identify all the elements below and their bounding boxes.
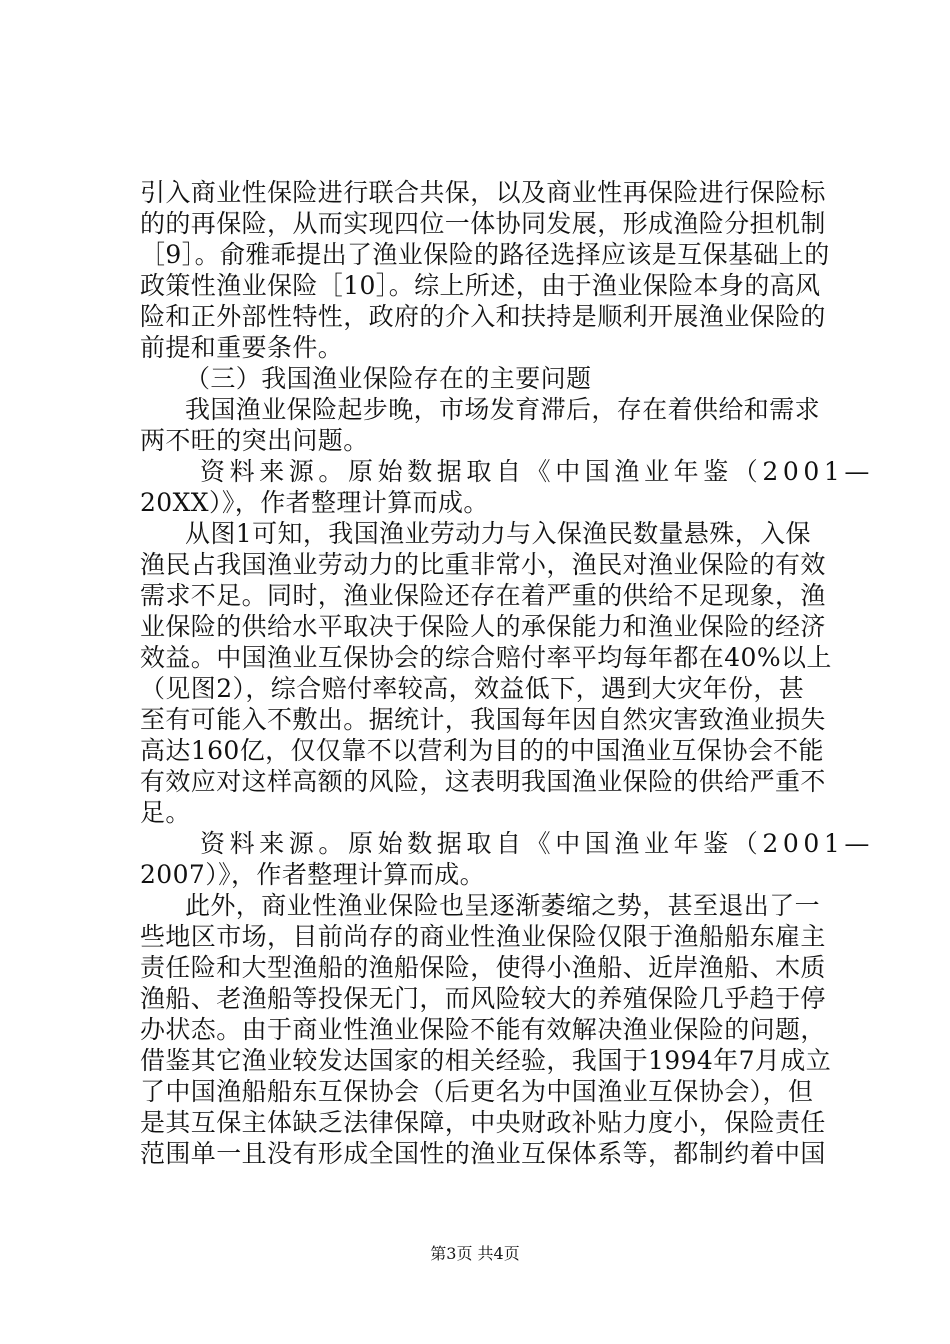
- source-note-1-cont: 20XX）》，作者整理计算而成。: [140, 488, 489, 517]
- text-line-12: 从图1可知，我国渔业劳动力与入保渔民数量悬殊，入保: [185, 519, 811, 548]
- text-line-26: 责任险和大型渔船的渔船保险，使得小渔船、近岸渔船、木质: [140, 953, 826, 982]
- text-line-21: 足。: [140, 798, 191, 827]
- text-line-17: （见图2），综合赔付率较高，效益低下，遇到大灾年份，甚: [140, 674, 805, 703]
- source-note-2-cont: 2007）》，作者整理计算而成。: [140, 860, 486, 889]
- text-line-1: 引入商业性保险进行联合共保，以及商业性再保险进行保险标: [140, 178, 826, 207]
- section-heading: （三）我国渔业保险存在的主要问题: [185, 364, 592, 393]
- source-note-1: 资料来源。原始数据取自《中国渔业年鉴（2001—: [200, 457, 875, 486]
- text-line-15: 业保险的供给水平取决于保险人的承保能力和渔业保险的经济: [140, 612, 826, 641]
- text-line-29: 借鉴其它渔业较发达国家的相关经验，我国于1994年7月成立: [140, 1046, 832, 1075]
- text-line-9: 两不旺的突出问题。: [140, 426, 369, 455]
- text-line-25: 些地区市场，目前尚存的商业性渔业保险仅限于渔船船东雇主: [140, 922, 826, 951]
- text-line-3: ［9］。俞雅乖提出了渔业保险的路径选择应该是互保基础上的: [140, 240, 830, 269]
- text-line-27: 渔船、老渔船等投保无门，而风险较大的养殖保险几乎趋于停: [140, 984, 826, 1013]
- text-line-19: 高达160亿，仅仅靠不以营利为目的的中国渔业互保协会不能: [140, 736, 824, 765]
- page-footer: 第3页 共4页: [430, 1244, 520, 1263]
- text-line-16: 效益。中国渔业互保协会的综合赔付率平均每年都在40%以上: [140, 643, 832, 672]
- text-line-31: 是其互保主体缺乏法律保障，中央财政补贴力度小，保险责任: [140, 1108, 826, 1137]
- text-line-5: 险和正外部性特性，政府的介入和扶持是顺利开展渔业保险的: [140, 302, 826, 331]
- text-line-20: 有效应对这样高额的风险，这表明我国渔业保险的供给严重不: [140, 767, 826, 796]
- text-line-8: 我国渔业保险起步晚，市场发育滞后，存在着供给和需求: [185, 395, 821, 424]
- text-line-14: 需求不足。同时，渔业保险还存在着严重的供给不足现象，渔: [140, 581, 826, 610]
- text-line-4: 政策性渔业保险［10］。综上所述，由于渔业保险本身的高风: [140, 271, 821, 300]
- text-line-2: 的的再保险，从而实现四位一体协同发展，形成渔险分担机制: [140, 209, 826, 238]
- text-line-32: 范围单一且没有形成全国性的渔业互保体系等，都制约着中国: [140, 1139, 826, 1168]
- text-line-13: 渔民占我国渔业劳动力的比重非常小，渔民对渔业保险的有效: [140, 550, 826, 579]
- text-line-18: 至有可能入不敷出。据统计，我国每年因自然灾害致渔业损失: [140, 705, 826, 734]
- text-line-30: 了中国渔船船东互保协会（后更名为中国渔业互保协会），但: [140, 1077, 814, 1106]
- text-line-24: 此外，商业性渔业保险也呈逐渐萎缩之势，甚至退出了一: [185, 891, 821, 920]
- text-line-6: 前提和重要条件。: [140, 333, 344, 362]
- text-line-28: 办状态。由于商业性渔业保险不能有效解决渔业保险的问题，: [140, 1015, 826, 1044]
- source-note-2: 资料来源。原始数据取自《中国渔业年鉴（2001—: [200, 829, 875, 858]
